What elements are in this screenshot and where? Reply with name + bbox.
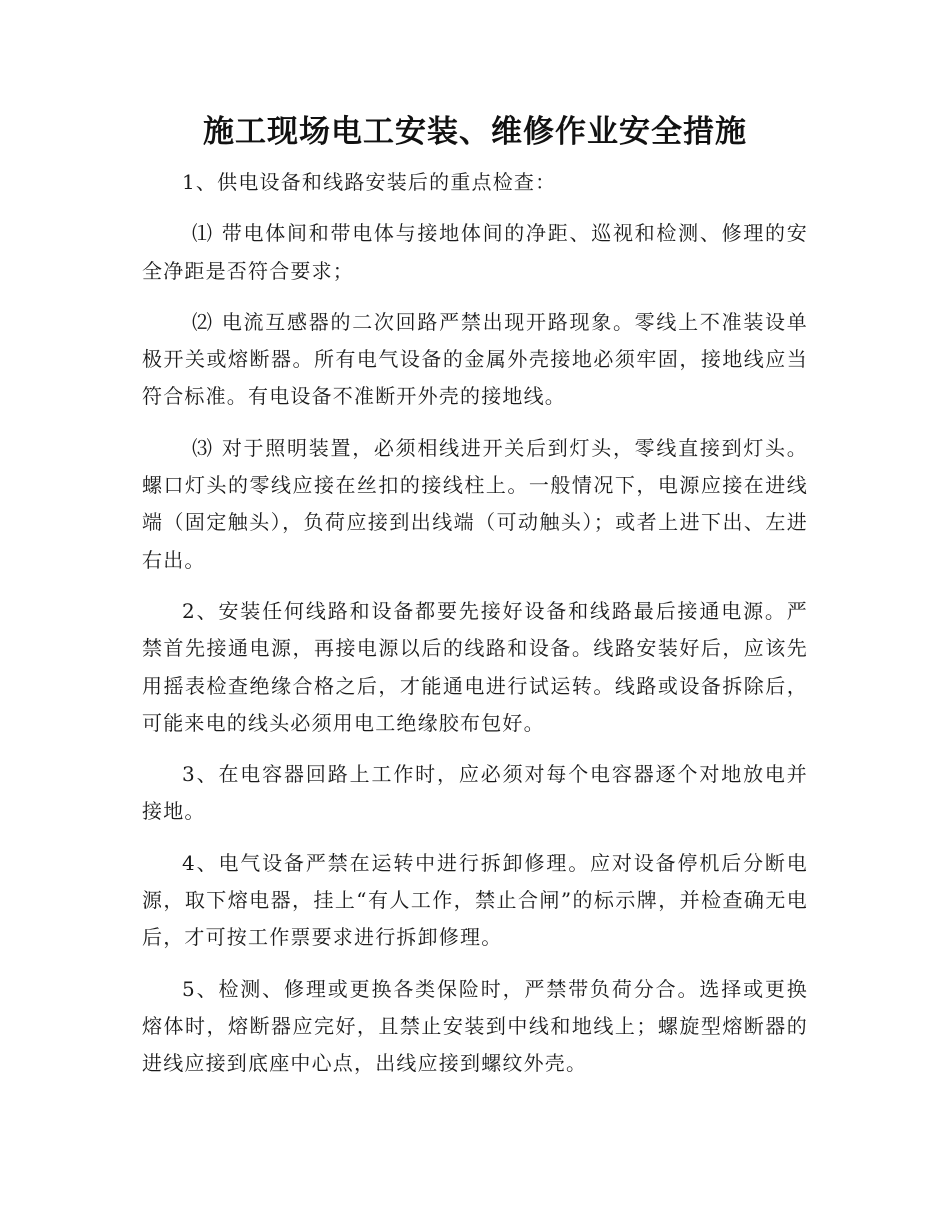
paragraph-item-4: 4、电气设备严禁在运转中进行拆卸修理。应对设备停机后分断电源，取下熔电器，挂上“有人工作，禁止合闸”的标示牌，并检查确无电后，才可按工作票要求进行拆卸修理。: [142, 850, 808, 950]
paragraph-subitem-3: ⑶ 对于照明装置，必须相线进开关后到灯头，零线直接到灯头。螺口灯头的零线应接在丝扣的接线柱上。一般情况下，电源应接在进线端（固定触头），负荷应接到出线端（可动触头）；或者上进下出、左进右出。: [142, 435, 808, 572]
document-body: [142, 164, 808, 1097]
paragraph-subitem-2: ⑵ 电流互感器的二次回路严禁出现开路现象。零线上不准装设单极开关或熔断器。所有电气设备的金属外壳接地必须牢固，接地线应当符合标准。有电设备不准断开外壳的接地线。: [142, 309, 808, 409]
paragraph-item-1-heading: 1、供电设备和线路安装后的重点检查：: [182, 170, 557, 194]
paragraph-item-5: 5、检测、修理或更换各类保险时，严禁带负荷分合。选择或更换熔体时，熔断器应完好，且禁止安装到中线和地线上；螺旋型熔断器的进线应接到底座中心点，出线应接到螺纹外壳。: [142, 976, 808, 1076]
paragraph-subitem-1: ⑴ 带电体间和带电体与接地体间的净距、巡视和检测、修理的安全净距是否符合要求；: [142, 221, 808, 283]
document-title: 施工现场电工安装、维修作业安全措施: [203, 114, 747, 150]
paragraph-item-3: 3、在电容器回路上工作时，应必须对每个电容器逐个对地放电并接地。: [142, 762, 808, 824]
paragraph-item-2: 2、安装任何线路和设备都要先接好设备和线路最后接通电源。严禁首先接通电源，再接电源以后的线路和设备。线路安装好后，应该先用摇表检查绝缘合格之后，才能通电进行试运转。线路或设备拆除后，可能来电的线头必须用电工绝缘胶布包好。: [142, 598, 808, 735]
